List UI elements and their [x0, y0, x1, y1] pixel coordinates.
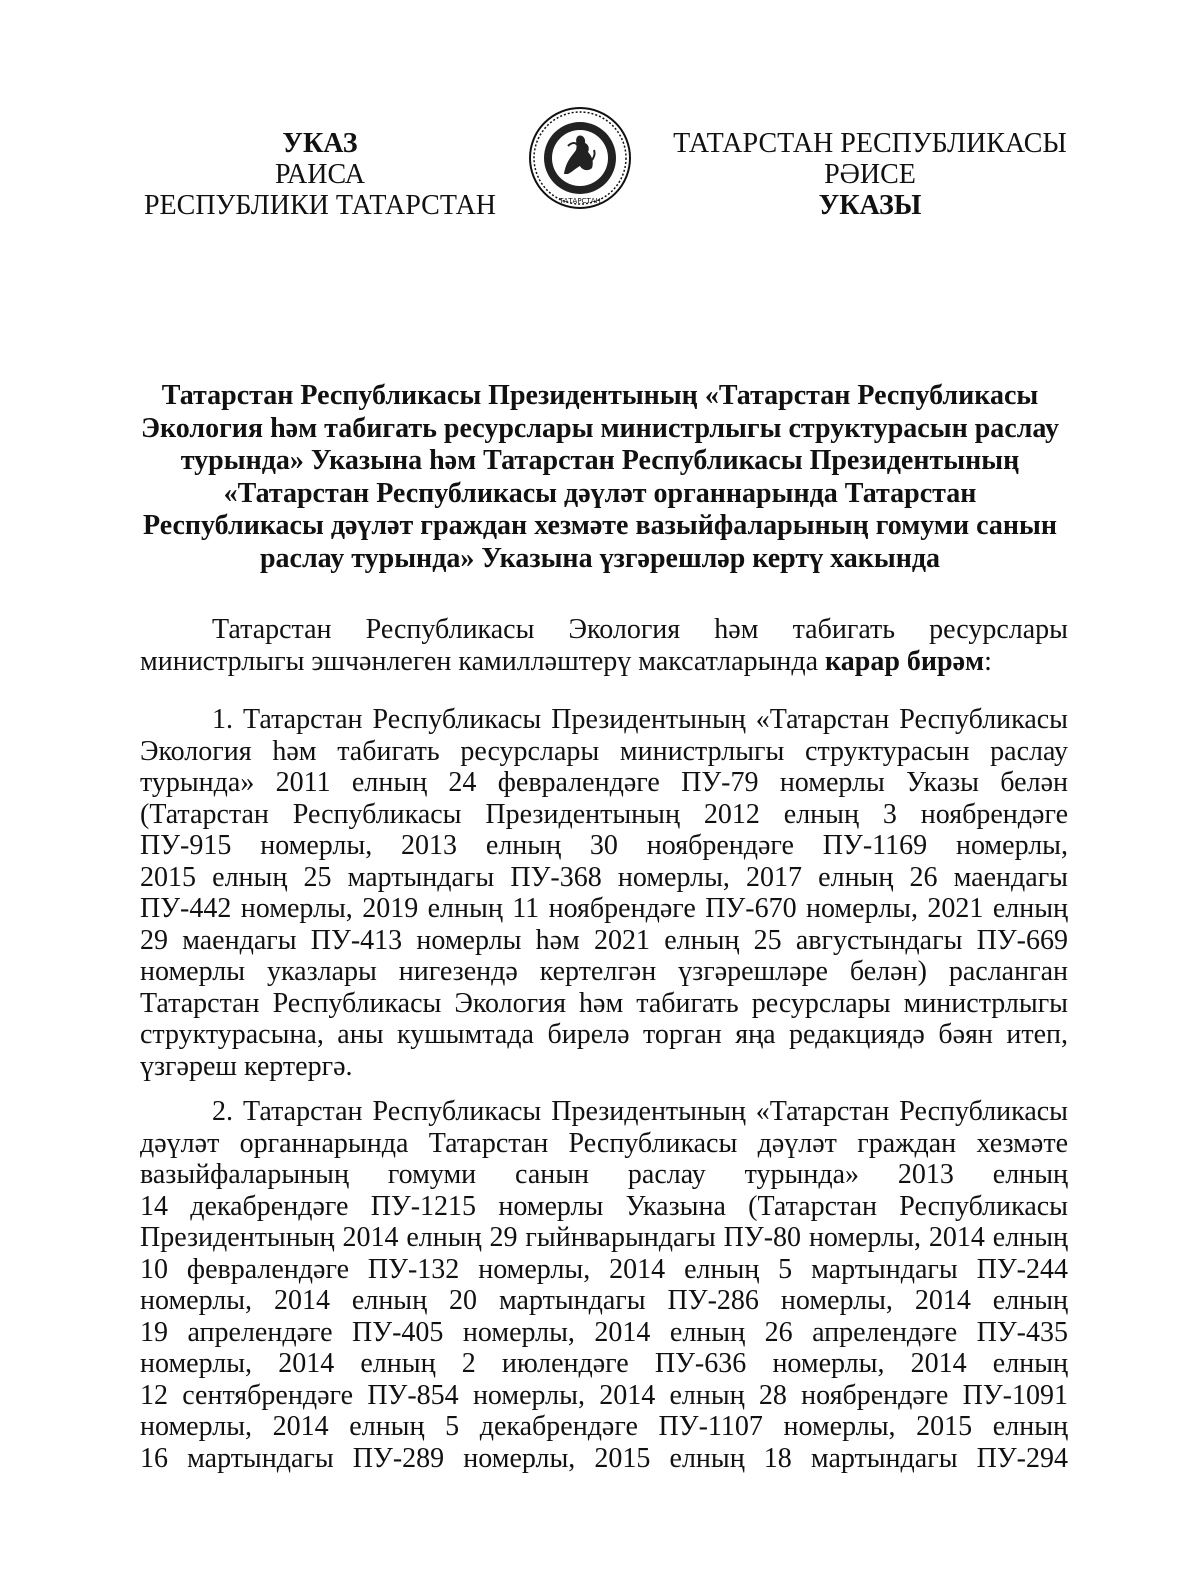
header-right-line1: ТАТАРСТАН РЕСПУБЛИКАСЫ — [673, 128, 1067, 159]
preamble-line: Татарстан Республикасы Экология һәм табигать ресурслары — [212, 614, 1068, 645]
title-line: Экология һәм табигать ресурслары министрлыгы структурасын раслау — [140, 412, 1060, 444]
item-1-line: (Татарстан Республикасы Президентының 2012 елның 3 ноябрендәге — [140, 798, 1068, 830]
title-line: раслау турында» Указына үзгәрешләр кертү хакында — [259, 542, 941, 574]
title-line: «Татарстан Республикасы дәүләт органнарында Татарстан — [223, 477, 977, 509]
item-2-line: вазыйфаларының гомуми санын раслау турында» 2013 елның — [140, 1159, 1068, 1190]
item-2-line: Президентының 2014 елның 29 гыйнварындагы ПУ-80 номерлы, 2014 елның — [140, 1222, 1068, 1253]
item-1-line: 29 маендагы ПУ-413 номерлы һәм 2021 елның 25 августындагы ПУ-669 — [140, 924, 1068, 956]
decree-phrase: карар бирәм — [825, 645, 985, 677]
preamble-paragraph — [140, 614, 1068, 677]
header-right-line3: УКАЗЫ — [818, 190, 922, 221]
item-1-line: ПУ-442 номерлы, 2019 елның 11 ноябрендәге ПУ-670 номерлы, 2021 елның — [140, 893, 1068, 924]
header-left-line1: УКАЗ — [282, 128, 358, 159]
header-left-line2: РАИСА — [275, 159, 365, 190]
document-title — [130, 380, 1070, 575]
item-2-line: 16 мартындагы ПУ-289 номерлы, 2015 елның 18 мартындагы ПУ-294 — [140, 1442, 1068, 1474]
header-right-line2: РӘИСЕ — [824, 159, 916, 190]
item-1-line: Татарстан Республикасы Экология һәм табигать ресурслары министрлыгы — [140, 987, 1068, 1019]
preamble-line: министрлыгы эшчәнлеген камилләштерү максатларында карар бирәм: — [140, 645, 992, 677]
item-2-line: дәүләт органнарында Татарстан Республикасы дәүләт граждан хезмәте — [140, 1127, 1068, 1159]
title-line: Республикасы дәүләт граждан хезмәте вазыйфаларының гомуми санын — [142, 510, 1058, 541]
item-2-line: 2. Татарстан Республикасы Президентының «Татарстан Республикасы — [212, 1096, 1068, 1127]
title-line: турында» Указына һәм Татарстан Республикасы Президентының — [180, 445, 1020, 476]
item-2-line: 14 декабрендәге ПУ-1215 номерлы Указына (Татарстан Республикасы — [140, 1190, 1068, 1222]
item-2-line: 12 сентябрендәге ПУ-854 номерлы, 2014 елның 28 ноябрендәге ПУ-1091 — [140, 1379, 1068, 1411]
title-line: Татарстан Республикасы Президентының «Татарстан Республикасы — [161, 380, 1039, 411]
item-2-line: 19 апрелендәге ПУ-405 номерлы, 2014 елның 26 апрелендәге ПУ-435 — [140, 1316, 1068, 1348]
item-1-line: 2015 елның 25 мартындагы ПУ-368 номерлы, 2017 елның 26 маендагы — [140, 861, 1068, 893]
item-1-line: ПУ-915 номерлы, 2013 елның 30 ноябрендәге ПУ-1169 номерлы, — [140, 830, 1068, 861]
item-1-line: Экология һәм табигать ресурслары министрлыгы структурасын раслау — [140, 735, 1068, 767]
item-1-paragraph — [140, 704, 1068, 1082]
item-2-line: номерлы, 2014 елның 5 декабрендәге ПУ-1107 номерлы, 2015 елның — [140, 1411, 1068, 1442]
item-2-line: 10 февралендәге ПУ-132 номерлы, 2014 елның 5 мартындагы ПУ-244 — [140, 1253, 1068, 1285]
header-left-line3: РЕСПУБЛИКИ ТАТАРСТАН — [143, 190, 497, 221]
item-1-line: 1. Татарстан Республикасы Президентының «Татарстан Республикасы — [212, 704, 1068, 735]
item-2-paragraph — [140, 1096, 1068, 1474]
item-2-line: номерлы, 2014 елның 2 июлендәге ПУ-636 номерлы, 2014 елның — [140, 1348, 1068, 1379]
header-left — [135, 128, 505, 221]
item-2-line: номерлы, 2014 елның 20 мартындагы ПУ-286 номерлы, 2014 елның — [140, 1285, 1068, 1316]
item-1-line: структурасына, аны кушымтада бирелә торган яңа редакциядә бәян итеп, — [140, 1019, 1068, 1050]
coat-of-arms-emblem — [528, 106, 632, 210]
header-right — [665, 128, 1075, 221]
item-1-line: үзгәреш кертергә. — [140, 1050, 353, 1082]
svg-text:ТАТАРСТАН: ТАТАРСТАН — [559, 197, 601, 205]
item-1-line: турында» 2011 елның 24 февралендәге ПУ-79 номерлы Указы белән — [140, 767, 1068, 798]
item-1-line: номерлы указлары нигезендә кертелгән үзгәрешләре белән) расланган — [140, 956, 1068, 987]
